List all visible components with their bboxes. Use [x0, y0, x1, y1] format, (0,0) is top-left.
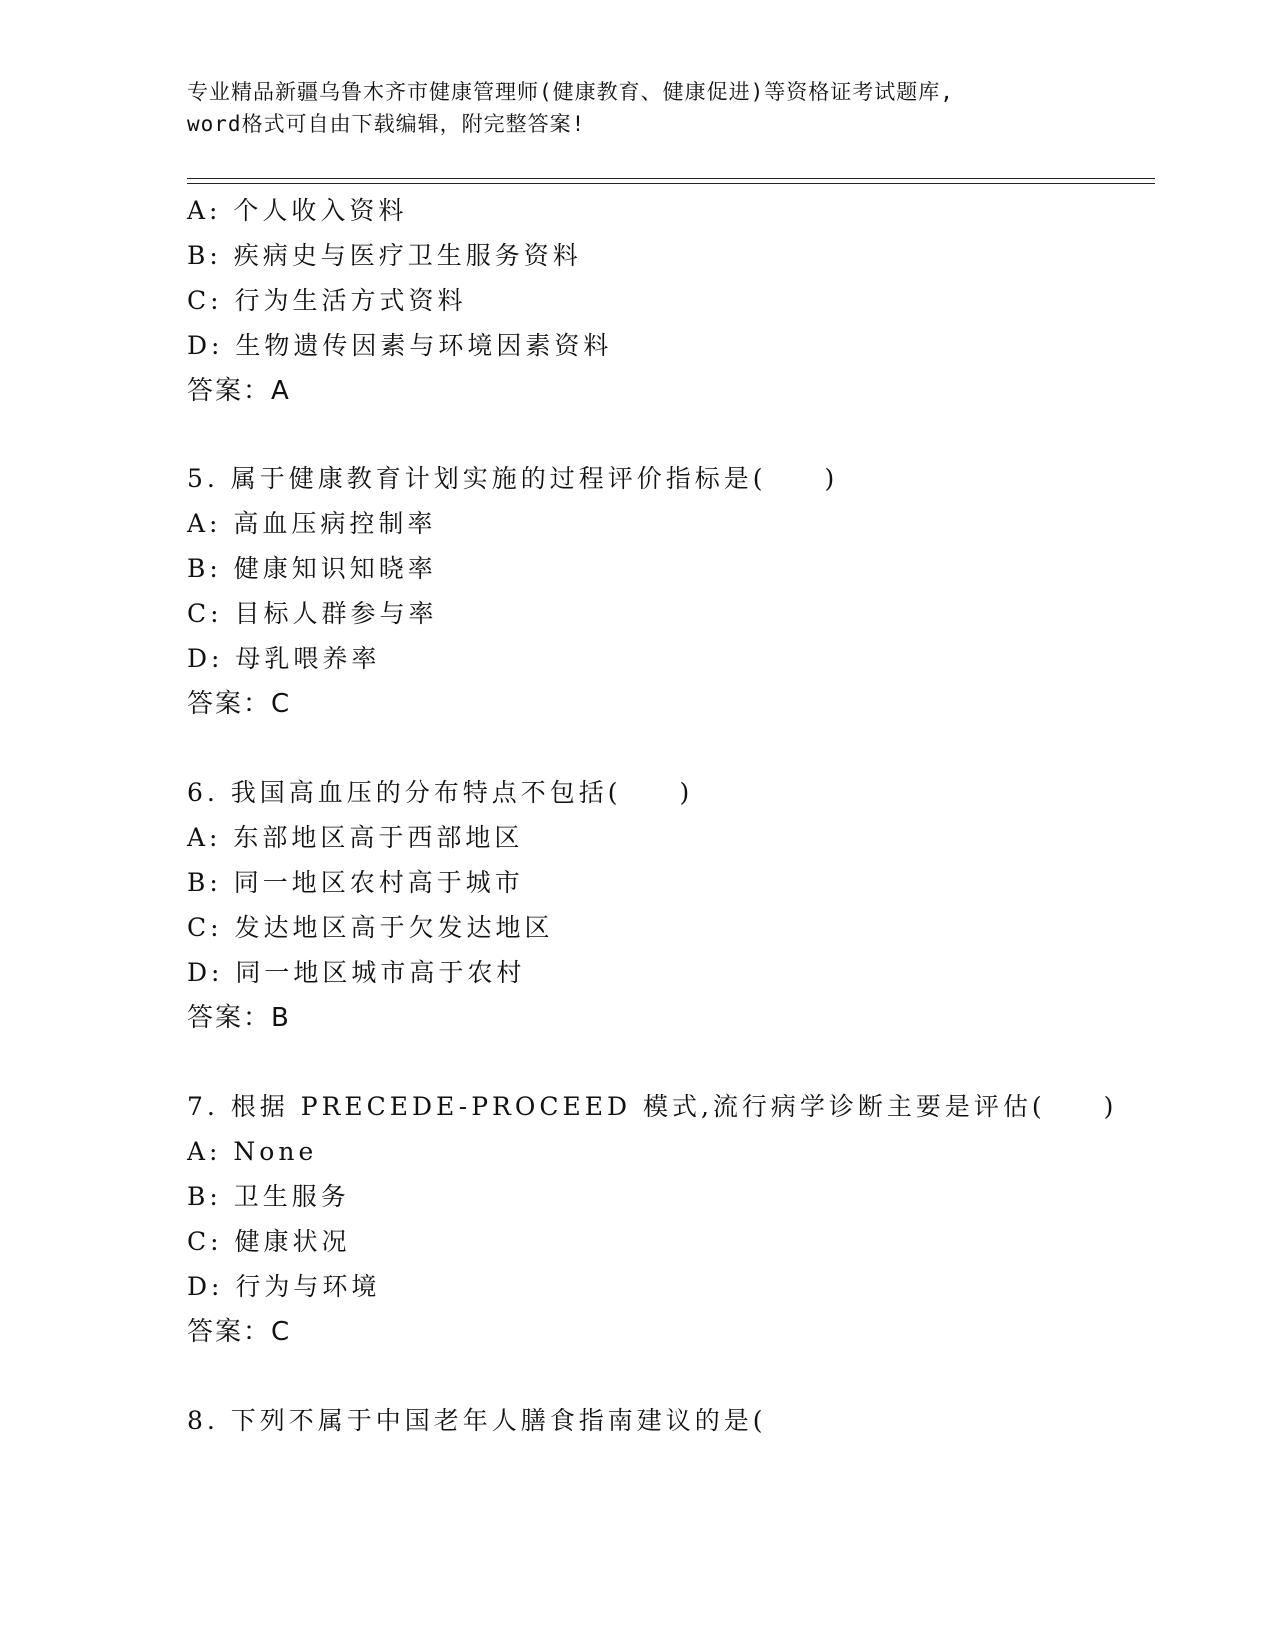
q8-stem: 8. 下列不属于中国老年人膳食指南建议的是( — [187, 1406, 767, 1435]
q5-stem: 5. 属于健康教育计划实施的过程评价指标是( ) — [187, 464, 839, 493]
q5-option-c: C: 目标人群参与率 — [187, 599, 438, 628]
q6-option-a: A: 东部地区高于西部地区 — [187, 823, 524, 852]
q5-option-b: B: 健康知识知晓率 — [187, 554, 437, 583]
q4-option-d: D: 生物遗传因素与环境因素资料 — [187, 331, 613, 360]
q6-answer: 答案：B — [187, 1003, 291, 1033]
q7-option-d: D: 行为与环境 — [187, 1272, 381, 1301]
q5-option-a: A: 高血压病控制率 — [187, 509, 437, 538]
q4-option-a: A: 个人收入资料 — [187, 196, 408, 225]
q6-option-c: C: 发达地区高于欠发达地区 — [187, 913, 554, 942]
q5-option-d: D: 母乳喂养率 — [187, 644, 381, 673]
header-line-2: word格式可自由下载编辑，附完整答案! — [187, 112, 586, 136]
q7-answer: 答案：C — [187, 1317, 292, 1347]
q5-answer: 答案：C — [187, 689, 292, 719]
header-divider-bottom — [187, 183, 1155, 184]
q4-answer: 答案：A — [187, 376, 291, 406]
header-line-1: 专业精品新疆乌鲁木齐市健康管理师(健康教育、健康促进)等资格证考试题库, — [187, 80, 954, 104]
q7-option-c: C: 健康状况 — [187, 1227, 351, 1256]
q4-option-b: B: 疾病史与医疗卫生服务资料 — [187, 241, 582, 270]
q6-option-b: B: 同一地区农村高于城市 — [187, 868, 524, 897]
document-header — [187, 76, 1087, 140]
header-divider-top — [187, 178, 1155, 179]
q7-option-b: B: 卫生服务 — [187, 1182, 350, 1211]
q7-option-a: A: None — [187, 1137, 318, 1166]
q6-option-d: D: 同一地区城市高于农村 — [187, 958, 526, 987]
q6-stem: 6. 我国高血压的分布特点不包括( ) — [187, 778, 694, 807]
q4-option-c: C: 行为生活方式资料 — [187, 286, 467, 315]
q7-stem: 7. 根据 PRECEDE-PROCEED 模式,流行病学诊断主要是评估( ) — [187, 1092, 1118, 1121]
